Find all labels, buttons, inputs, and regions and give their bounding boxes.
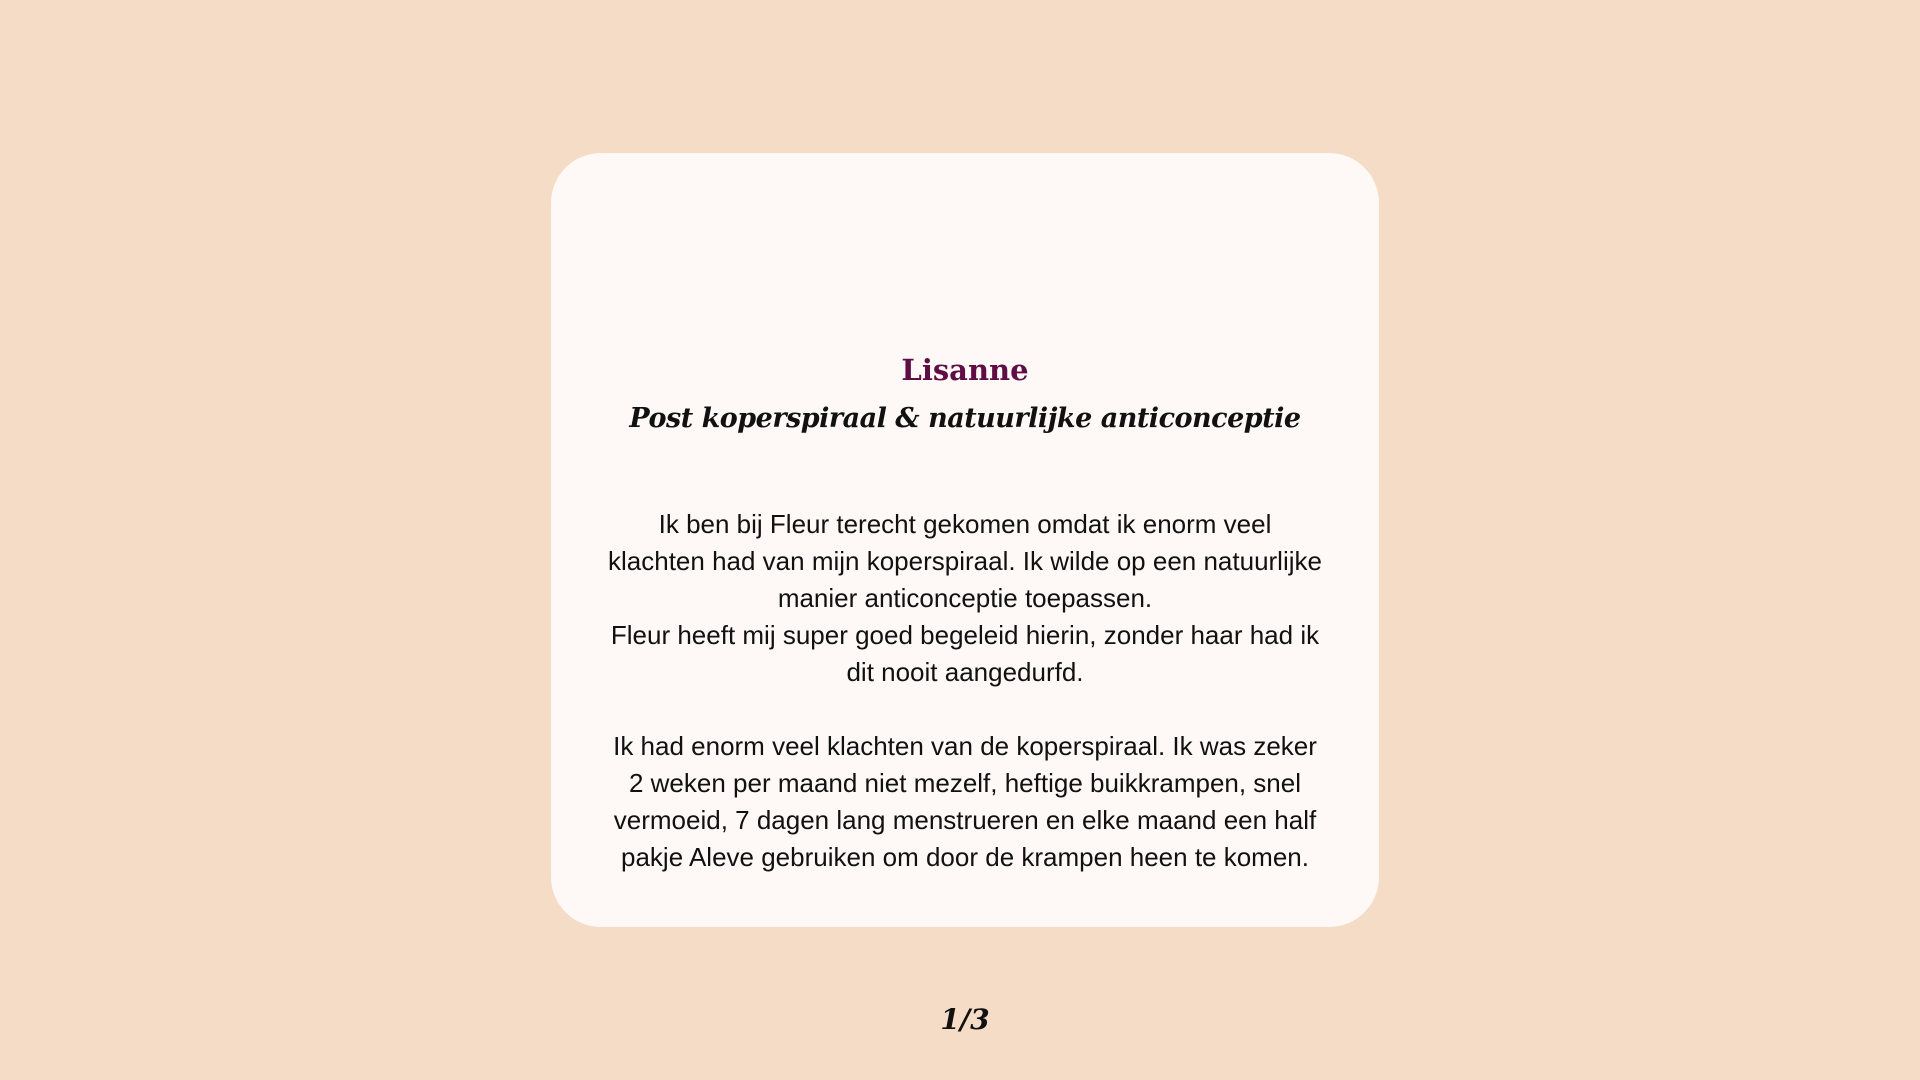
body-line: 2 weken per maand niet mezelf, heftige buikkrampen, snel bbox=[628, 768, 1302, 798]
body-line: Ik ben bij Fleur terecht gekomen omdat ik enorm veel bbox=[658, 509, 1272, 539]
testimonial-name: Lisanne bbox=[901, 353, 1029, 387]
body-line: Ik had enorm veel klachten van de koperspiraal. Ik was zeker bbox=[613, 731, 1317, 761]
body-line: klachten had van mijn koperspiraal. Ik wilde op een natuurlijke bbox=[608, 546, 1322, 576]
body-line: manier anticonceptie toepassen. bbox=[777, 583, 1153, 613]
body-line: pakje Aleve gebruiken om door de krampen heen te komen. bbox=[621, 842, 1309, 872]
body-line bbox=[551, 691, 1379, 728]
testimonial-card bbox=[551, 153, 1379, 1036]
testimonial-subtitle: Post koperspiraal & natuurlijke anticonceptie bbox=[629, 403, 1301, 434]
testimonial-body bbox=[551, 506, 1379, 876]
body-line: dit nooit aangedurfd. bbox=[846, 657, 1084, 687]
page-indicator: 1/3 bbox=[940, 1003, 990, 1036]
body-line: vermoeid, 7 dagen lang menstrueren en elke maand een half bbox=[613, 805, 1317, 835]
body-line: Fleur heeft mij super goed begeleid hierin, zonder haar had ik bbox=[610, 620, 1320, 650]
